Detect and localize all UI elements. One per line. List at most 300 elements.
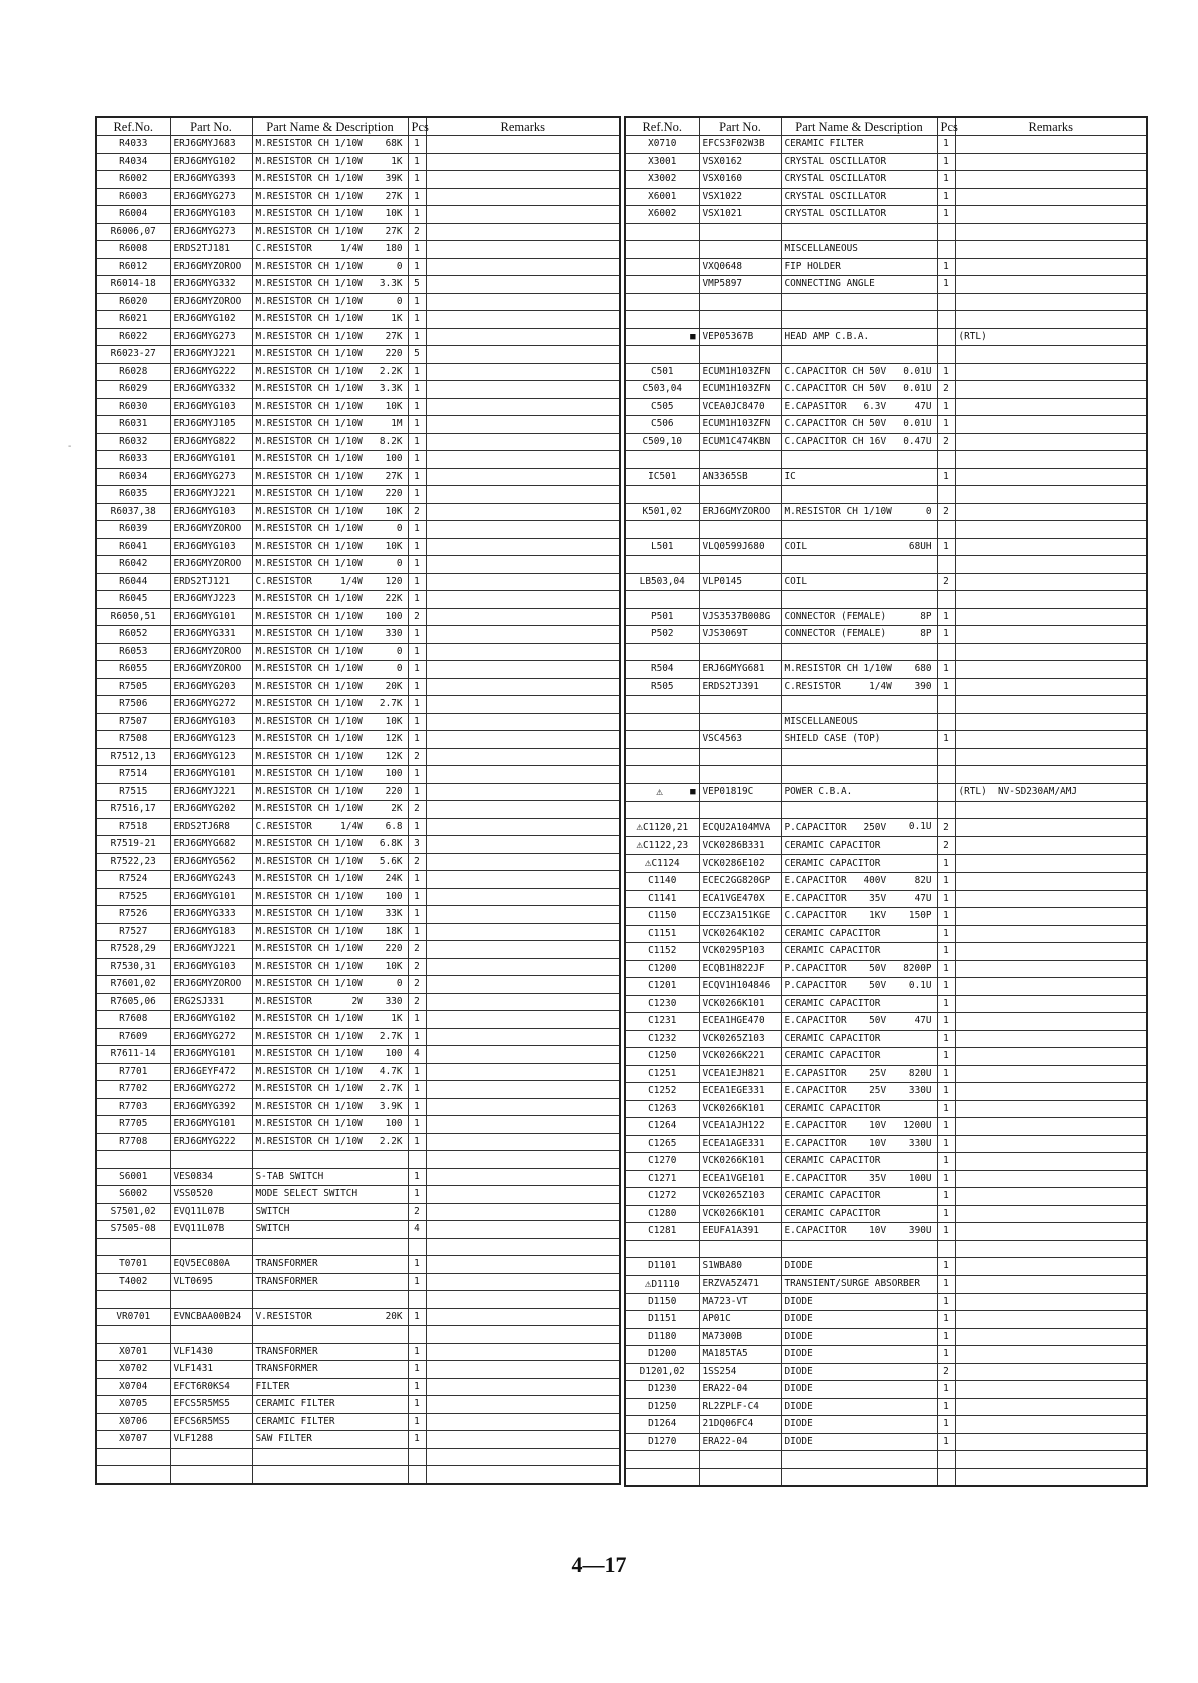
pcs-cell: 1: [937, 661, 955, 679]
description-cell: [252, 801, 408, 819]
ref-no-text: R6033: [119, 453, 148, 465]
remarks-cell: [426, 206, 620, 224]
description-cell: [252, 976, 408, 994]
part-no-cell: VCK0266K101: [699, 1153, 781, 1171]
ref-no-cell: [625, 995, 699, 1013]
ref-no-cell: [625, 171, 699, 189]
value-text: 8P: [920, 610, 932, 622]
description-cell: [781, 416, 937, 434]
description-cell: [781, 1065, 937, 1083]
part-no-cell: ERJ6GMYZOROO: [170, 293, 252, 311]
description-cell: [781, 819, 937, 837]
table-row: [96, 1116, 620, 1134]
part-no-cell: ERJ6GMYG203: [170, 678, 252, 696]
part-no-cell: ECA1VGE470X: [699, 890, 781, 908]
table-row: [96, 1448, 620, 1466]
description-cell: [781, 1398, 937, 1416]
remarks-cell: [955, 925, 1147, 943]
pcs-cell: 5: [408, 346, 426, 364]
description-text: E.CAPACITOR 35V: [784, 1172, 887, 1184]
part-no-cell: ERJ6GMYG103: [170, 538, 252, 556]
ref-no-text: D1201,02: [639, 1365, 685, 1377]
ref-no-text: R505: [650, 680, 674, 692]
description-cell: [781, 608, 937, 626]
description-text: M.RESISTOR CH 1/10W: [255, 558, 363, 570]
ref-no-text: C1124: [651, 858, 680, 869]
value-text: 10K: [385, 505, 403, 517]
remarks-cell: [426, 766, 620, 784]
value-text: 330: [385, 628, 403, 639]
ref-no-cell: [625, 346, 699, 364]
description-cell: [252, 1273, 408, 1291]
part-no-cell: VCEA1AJH122: [699, 1118, 781, 1136]
table-row: [96, 1221, 620, 1239]
remarks-cell: [426, 416, 620, 434]
description-text: M.RESISTOR CH 1/10W: [255, 908, 363, 920]
ref-no-cell: [96, 853, 170, 871]
value-text: 0.01U: [903, 365, 932, 377]
header-remarks: Remarks: [955, 117, 1147, 136]
description-text: M.RESISTOR CH 1/10W: [255, 278, 363, 290]
ref-no-text: C1264: [648, 1120, 677, 1132]
pcs-cell: 1: [937, 1275, 955, 1293]
table-row: [96, 871, 620, 889]
table-row: [625, 1381, 1147, 1399]
pcs-cell: 1: [937, 855, 955, 873]
ref-no-cell: [625, 626, 699, 644]
ref-no-text: S6002: [119, 1188, 148, 1200]
table-row: [625, 713, 1147, 731]
ref-no-cell: [625, 925, 699, 943]
ref-no-text: X0706: [119, 1415, 148, 1427]
ref-no-cell: [625, 136, 699, 154]
value-text: 27K: [385, 225, 403, 237]
ref-no-text: D1250: [648, 1400, 677, 1412]
table-row: [625, 293, 1147, 311]
description-cell: [781, 1205, 937, 1223]
description-cell: [781, 171, 937, 189]
part-no-cell: VCK0266K221: [699, 1048, 781, 1066]
table-row: [625, 223, 1147, 241]
description-cell: [781, 1118, 937, 1136]
ref-no-cell: [625, 521, 699, 539]
description-cell: [781, 626, 937, 644]
description-text: DIODE: [784, 1295, 813, 1307]
pcs-cell: 1: [408, 1361, 426, 1379]
description-cell: [252, 363, 408, 381]
pcs-cell: 1: [408, 1396, 426, 1414]
remarks-cell: [955, 1328, 1147, 1346]
ref-no-text: C1231: [648, 1015, 677, 1027]
pcs-cell: 1: [408, 818, 426, 836]
ref-no-cell: [96, 1046, 170, 1064]
remarks-cell: [955, 943, 1147, 961]
ref-no-cell: [625, 416, 699, 434]
remarks-cell: [955, 1258, 1147, 1276]
part-no-cell: VSS0520: [170, 1186, 252, 1204]
description-cell: [252, 678, 408, 696]
table-row: [96, 766, 620, 784]
part-no-cell: ERZVA5Z471: [699, 1275, 781, 1293]
remarks-cell: [955, 661, 1147, 679]
part-no-cell: MA723-VT: [699, 1293, 781, 1311]
value-text: 100: [385, 1048, 403, 1059]
table-row: [96, 1203, 620, 1221]
table-row: [96, 171, 620, 189]
part-no-cell: ECUM1C474KBN: [699, 433, 781, 451]
part-no-cell: 1SS254: [699, 1363, 781, 1381]
description-text: M.RESISTOR CH 1/10W: [255, 418, 363, 430]
description-text: CERAMIC CAPACITOR: [784, 1050, 881, 1062]
remarks-cell: [955, 346, 1147, 364]
ref-no-cell: [625, 837, 699, 855]
pcs-cell: 1: [937, 626, 955, 644]
remarks-cell: [955, 1135, 1147, 1153]
table-row: [96, 591, 620, 609]
part-no-cell: ECCZ3A151KGE: [699, 908, 781, 926]
description-cell: [252, 258, 408, 276]
description-cell: [252, 1063, 408, 1081]
remarks-cell: [955, 1433, 1147, 1451]
remarks-cell: [426, 153, 620, 171]
table-row: [625, 1065, 1147, 1083]
ref-no-text: R6041: [119, 540, 148, 552]
part-no-cell: ECEA1EGE331: [699, 1083, 781, 1101]
ref-no-cell: [96, 573, 170, 591]
remarks-cell: [955, 1275, 1147, 1293]
description-text: M.RESISTOR CH 1/10W: [255, 663, 363, 675]
remarks-cell: [426, 748, 620, 766]
pcs-cell: 1: [408, 888, 426, 906]
table-row: [96, 1238, 620, 1256]
part-no-cell: [699, 1240, 781, 1258]
part-no-cell: EFCT6R0KS4: [170, 1378, 252, 1396]
black-square-icon: ■: [690, 331, 696, 342]
part-no-cell: VLP0145: [699, 573, 781, 591]
description-text: HEAD AMP C.B.A.: [784, 330, 870, 342]
pcs-cell: 1: [937, 1065, 955, 1083]
remarks-cell: (RTL): [955, 328, 1147, 346]
description-text: COIL: [784, 540, 808, 552]
description-text: M.RESISTOR CH 1/10W: [255, 855, 363, 867]
ref-no-text: X0705: [119, 1398, 148, 1410]
part-no-cell: ERJ6GMYG101: [170, 888, 252, 906]
description-cell: [781, 696, 937, 714]
remarks-cell: [955, 311, 1147, 329]
ref-no-text: X0702: [119, 1363, 148, 1375]
remarks-cell: [955, 241, 1147, 259]
pcs-cell: 1: [937, 1328, 955, 1346]
table-row: [96, 468, 620, 486]
warning-triangle-icon: ⚠: [644, 1276, 652, 1290]
value-text: 2K: [391, 803, 403, 814]
ref-no-cell: [625, 293, 699, 311]
description-cell: [252, 1238, 408, 1256]
remarks-cell: [426, 1326, 620, 1344]
ref-no-cell: [96, 643, 170, 661]
description-cell: [781, 486, 937, 504]
part-no-cell: ECQU2A104MVA: [699, 819, 781, 837]
description-cell: [252, 748, 408, 766]
pcs-cell: 2: [408, 748, 426, 766]
remarks-cell: [426, 556, 620, 574]
description-text: TRANSFORMER: [255, 1258, 318, 1270]
value-text: 100: [385, 1118, 403, 1129]
value-text: 22K: [385, 593, 403, 604]
description-cell: [252, 1361, 408, 1379]
remarks-cell: [955, 1118, 1147, 1136]
description-cell: [252, 1203, 408, 1221]
table-row: [625, 1468, 1147, 1486]
table-row: [625, 1135, 1147, 1153]
description-cell: [252, 941, 408, 959]
description-text: POWER C.B.A.: [784, 786, 853, 797]
ref-no-cell: [625, 1416, 699, 1434]
description-cell: [781, 573, 937, 591]
ref-no-text: C1280: [648, 1207, 677, 1219]
remarks-cell: [955, 1451, 1147, 1469]
value-text: 33K: [385, 908, 403, 919]
ref-no-text: R7508: [119, 733, 148, 745]
description-text: M.RESISTOR CH 1/10W: [784, 505, 892, 517]
table-row: [625, 136, 1147, 154]
ref-no-cell: [625, 1328, 699, 1346]
description-cell: [252, 503, 408, 521]
value-text: 20K: [385, 1310, 403, 1322]
value-text: 0.01U: [903, 383, 932, 394]
ref-no-cell: [625, 1363, 699, 1381]
table-row: [625, 591, 1147, 609]
ref-no-cell: [625, 223, 699, 241]
part-no-cell: [699, 486, 781, 504]
remarks-cell: [426, 1273, 620, 1291]
description-text: M.RESISTOR CH 1/10W: [255, 138, 363, 150]
remarks-cell: [426, 1116, 620, 1134]
ref-no-cell: [96, 1291, 170, 1309]
ref-no-cell: [625, 1083, 699, 1101]
description-text: E.CAPASITOR 25V: [784, 1067, 887, 1079]
remarks-cell: [426, 1063, 620, 1081]
pcs-cell: 2: [937, 381, 955, 399]
description-cell: [252, 696, 408, 714]
pcs-cell: 1: [408, 171, 426, 189]
ref-no-text: R7507: [119, 715, 148, 727]
ref-no-text: R7609: [119, 1030, 148, 1042]
description-cell: [252, 398, 408, 416]
ref-no-cell: [625, 451, 699, 469]
part-no-cell: VEP01819C: [699, 783, 781, 801]
ref-no-cell: [625, 468, 699, 486]
description-cell: [781, 731, 937, 749]
part-no-cell: [699, 696, 781, 714]
pcs-cell: 1: [937, 1398, 955, 1416]
part-no-cell: ERJ6GMYZOROO: [170, 643, 252, 661]
description-text: TRANSFORMER: [255, 1345, 318, 1357]
table-row: [625, 416, 1147, 434]
pcs-cell: 1: [408, 1133, 426, 1151]
ref-no-text: R6042: [119, 558, 148, 570]
ref-no-cell: [625, 1100, 699, 1118]
description-text: M.RESISTOR CH 1/10W: [255, 208, 363, 220]
table-row: [96, 888, 620, 906]
ref-no-cell: [96, 206, 170, 224]
part-no-cell: VLF1288: [170, 1431, 252, 1449]
pcs-cell: [937, 346, 955, 364]
table-row: [625, 1013, 1147, 1031]
ref-no-text: R7519-21: [110, 838, 156, 850]
pcs-cell: 1: [408, 1168, 426, 1186]
description-cell: [252, 521, 408, 539]
table-row: [96, 1151, 620, 1169]
ref-no-cell: [625, 1346, 699, 1364]
description-text: CRYSTAL OSCILLATOR: [784, 173, 887, 185]
ref-no-text: X0704: [119, 1380, 148, 1392]
ref-no-cell: [625, 696, 699, 714]
part-no-cell: [699, 713, 781, 731]
description-cell: [781, 451, 937, 469]
value-text: 330: [385, 995, 403, 1007]
pcs-cell: [937, 643, 955, 661]
ref-no-cell: [625, 801, 699, 819]
ref-no-text: R6052: [119, 628, 148, 640]
description-text: M.RESISTOR CH 1/10W: [255, 838, 363, 850]
remarks-cell: [955, 1293, 1147, 1311]
pcs-cell: 1: [408, 241, 426, 259]
remarks-cell: [426, 1081, 620, 1099]
pcs-cell: 1: [937, 1030, 955, 1048]
table-row: [96, 1466, 620, 1484]
part-no-cell: VCK0266K101: [699, 1100, 781, 1118]
part-no-cell: [170, 1326, 252, 1344]
ref-no-cell: [96, 503, 170, 521]
ref-no-cell: [625, 328, 699, 346]
description-text: CRYSTAL OSCILLATOR: [784, 190, 887, 202]
table-row: [96, 836, 620, 854]
pcs-cell: 1: [408, 1186, 426, 1204]
ref-no-text: C1263: [648, 1102, 677, 1114]
ref-no-cell: [96, 906, 170, 924]
ref-no-text: C1150: [648, 910, 677, 922]
ref-no-cell: [625, 591, 699, 609]
remarks-cell: [955, 416, 1147, 434]
table-row: [625, 696, 1147, 714]
ref-no-text: C1250: [648, 1050, 677, 1062]
ref-no-cell: [96, 258, 170, 276]
value-text: 150P: [908, 910, 932, 921]
description-cell: [781, 241, 937, 259]
description-cell: [252, 346, 408, 364]
ref-no-text: R6004: [119, 208, 148, 220]
pcs-cell: 1: [937, 276, 955, 294]
pcs-cell: 1: [408, 1011, 426, 1029]
description-cell: [252, 1221, 408, 1239]
table-row: [96, 346, 620, 364]
header-ref-no: Ref.No.: [96, 117, 170, 136]
table-row: [625, 837, 1147, 855]
ref-no-text: R7527: [119, 925, 148, 937]
value-text: 0: [396, 978, 403, 989]
description-cell: [781, 258, 937, 276]
description-text: DIODE: [784, 1383, 813, 1395]
value-text: 2.2K: [379, 365, 403, 377]
pcs-cell: 2: [408, 1203, 426, 1221]
table-row: [625, 1398, 1147, 1416]
part-no-cell: ERJ6GMYG272: [170, 696, 252, 714]
table-row: [625, 503, 1147, 521]
description-cell: [781, 1363, 937, 1381]
description-text: DIODE: [784, 1365, 813, 1377]
value-text: 27K: [385, 470, 403, 482]
remarks-cell: [426, 1168, 620, 1186]
part-no-cell: MA185TA5: [699, 1346, 781, 1364]
part-no-cell: MA7300B: [699, 1328, 781, 1346]
description-cell: [252, 1378, 408, 1396]
pcs-cell: 2: [937, 433, 955, 451]
remarks-cell: [426, 731, 620, 749]
table-row: [625, 1416, 1147, 1434]
part-no-cell: ERJ6GMYJ221: [170, 783, 252, 801]
pcs-cell: 1: [937, 1100, 955, 1118]
ref-no-text: R6006,07: [110, 225, 156, 237]
description-text: CERAMIC CAPACITOR: [784, 927, 881, 939]
pcs-cell: 1: [408, 416, 426, 434]
table-row: [625, 276, 1147, 294]
remarks-cell: [426, 1133, 620, 1151]
table-row: [625, 731, 1147, 749]
value-text: 8.2K: [379, 435, 403, 447]
ref-no-text: R7528,29: [110, 943, 156, 955]
description-text: M.RESISTOR 2W: [255, 995, 363, 1007]
description-cell: [781, 328, 937, 346]
table-row: [625, 1205, 1147, 1223]
table-row: [96, 363, 620, 381]
description-cell: [781, 661, 937, 679]
pcs-cell: 1: [937, 1346, 955, 1364]
remarks-cell: [955, 503, 1147, 521]
remarks-cell: [426, 486, 620, 504]
part-no-cell: ERJ6GMYG183: [170, 923, 252, 941]
ref-no-cell: [96, 731, 170, 749]
description-text: M.RESISTOR CH 1/10W: [255, 1065, 363, 1077]
pcs-cell: [937, 783, 955, 801]
value-text: 5.6K: [379, 855, 403, 867]
part-no-cell: EFCS5R5MS5: [170, 1396, 252, 1414]
part-no-cell: ERJ6GMYG822: [170, 433, 252, 451]
table-row: [96, 1168, 620, 1186]
ref-no-cell: [96, 451, 170, 469]
ref-no-cell: [625, 908, 699, 926]
ref-no-text: S7501,02: [110, 1205, 156, 1217]
description-cell: [781, 276, 937, 294]
remarks-cell: [426, 381, 620, 399]
value-text: 10K: [385, 960, 403, 972]
table-row: [625, 1153, 1147, 1171]
ref-no-cell: [625, 643, 699, 661]
value-text: 20K: [385, 680, 403, 692]
ref-no-text: D1200: [648, 1348, 677, 1360]
value-text: 10K: [385, 208, 403, 219]
part-no-cell: EFCS3F02W3B: [699, 136, 781, 154]
description-cell: [781, 837, 937, 855]
part-no-cell: VCEA0JC8470: [699, 398, 781, 416]
pcs-cell: 1: [937, 188, 955, 206]
pcs-cell: 1: [408, 1116, 426, 1134]
ref-no-cell: [625, 819, 699, 837]
ref-no-cell: [96, 713, 170, 731]
remarks-cell: [955, 153, 1147, 171]
pcs-cell: [937, 1468, 955, 1486]
value-text: 0: [396, 260, 403, 272]
